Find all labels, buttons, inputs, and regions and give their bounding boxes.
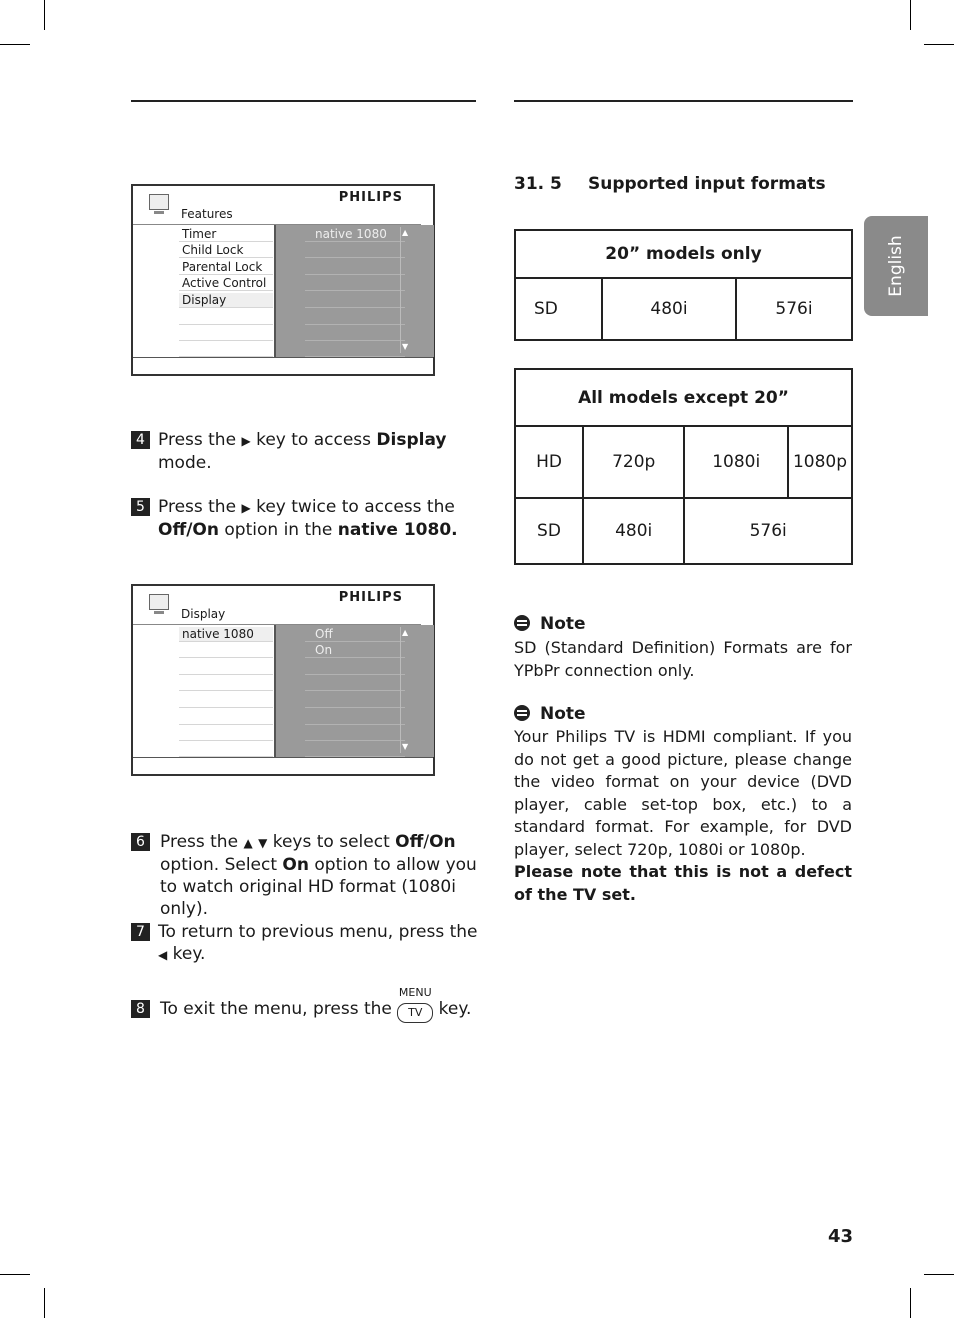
crop-mark	[44, 1288, 45, 1318]
tv-key-label: TV	[408, 1006, 423, 1019]
right-arrow-icon: ▶	[241, 434, 251, 448]
menu-item-empty	[179, 342, 273, 357]
menu-item-child-lock[interactable]: Child Lock	[179, 243, 273, 258]
menu-option-empty	[305, 276, 405, 291]
menu-item-empty	[179, 660, 273, 675]
menu-item-timer[interactable]: Timer	[179, 227, 273, 242]
crop-mark	[910, 0, 911, 30]
menu-option-empty	[305, 260, 405, 275]
step-text: Press the ▶ key to access Display mode.	[158, 430, 447, 473]
step-text: To return to previous menu, press the ◀ key.	[158, 922, 478, 964]
menu-item-parental-lock[interactable]: Parental Lock	[179, 260, 273, 275]
menu-option-empty	[305, 326, 405, 341]
up-arrow-icon: ▲	[243, 836, 253, 850]
tv-icon	[149, 194, 169, 210]
menu-title: Features	[181, 207, 233, 221]
table-cell: 1080p	[788, 426, 852, 498]
note-icon	[514, 615, 530, 631]
language-tab	[864, 216, 928, 316]
table-cell: 480i	[583, 498, 684, 564]
menu-option-empty	[305, 676, 405, 691]
table-cell: 1080i	[684, 426, 788, 498]
step-number: 7	[131, 923, 150, 941]
menu-option-empty	[305, 693, 405, 708]
table-cell: SD	[515, 498, 583, 564]
menu-option-off[interactable]: Off	[305, 627, 405, 642]
menu-option-on[interactable]: On	[305, 643, 405, 658]
philips-logo: PHILIPS	[338, 190, 403, 205]
right-arrow-icon: ▶	[241, 501, 251, 515]
menu-option-empty	[305, 660, 405, 675]
note-heading: Note	[514, 614, 586, 634]
scroll-up-icon[interactable]: ▲	[402, 228, 409, 237]
table-cell: 720p	[583, 426, 684, 498]
crop-mark	[44, 0, 45, 30]
note-heading: Note	[514, 704, 586, 724]
menu-item-empty	[179, 726, 273, 741]
section-title: Supported input formats	[588, 174, 826, 194]
menu-option-empty	[305, 293, 405, 308]
table-cell: HD	[515, 426, 583, 498]
table-cell: SD	[515, 278, 602, 340]
crop-mark	[910, 1288, 911, 1318]
menu-item-empty	[179, 710, 273, 725]
menu-tv-key-icon	[397, 986, 433, 1023]
osd-menu-features	[131, 184, 435, 376]
menu-bottom-line	[133, 757, 433, 758]
table-header: All models except 20”	[515, 369, 852, 426]
menu-key-label: MENU	[398, 986, 432, 999]
philips-logo: PHILIPS	[338, 590, 403, 605]
table-cell: 480i	[602, 278, 736, 340]
menu-option-empty	[305, 243, 405, 258]
crop-mark	[924, 1274, 954, 1275]
menu-item-empty	[179, 643, 273, 658]
formats-table-other-models	[514, 368, 853, 565]
menu-item-display[interactable]: Display	[179, 293, 273, 308]
menu-item-empty	[179, 326, 273, 341]
tv-icon	[149, 594, 169, 610]
formats-table-20-inch	[514, 229, 853, 341]
menu-title: Display	[181, 607, 226, 621]
step-number: 5	[131, 498, 150, 516]
menu-option-empty	[305, 726, 405, 741]
note-icon	[514, 705, 530, 721]
page-number: 43	[828, 1226, 854, 1247]
scroll-down-icon[interactable]: ▼	[402, 342, 409, 351]
note-text: SD (Standard Definition) Formats are for YPbPr connection only.	[514, 638, 852, 680]
menu-bottom-line	[133, 357, 433, 358]
header-rule-left	[131, 100, 476, 102]
menu-option-empty	[305, 742, 405, 757]
step-text: Press the ▲ ▼ keys to select Off/On option. Select On option to allow you to watch original HD format (1080i only).	[160, 832, 477, 919]
menu-left-pane	[133, 225, 276, 357]
menu-option-native-1080[interactable]: native 1080	[305, 227, 405, 242]
down-arrow-icon: ▼	[258, 836, 268, 850]
table-cell: 576i	[684, 498, 852, 564]
menu-option-empty	[305, 310, 405, 325]
section-number: 31. 5	[514, 174, 562, 194]
language-tab-label: English	[886, 235, 906, 297]
crop-mark	[924, 44, 954, 45]
step-number: 8	[131, 1000, 150, 1018]
menu-left-pane	[133, 625, 276, 757]
step-text: To exit the menu, press the MENU TV key.	[160, 998, 480, 1023]
crop-mark	[0, 1274, 30, 1275]
osd-menu-display	[131, 584, 435, 776]
menu-item-active-control[interactable]: Active Control	[179, 276, 273, 291]
menu-item-empty	[179, 310, 273, 325]
scroll-down-icon[interactable]: ▼	[402, 742, 409, 751]
table-header: 20” models only	[515, 230, 852, 278]
menu-option-empty	[305, 342, 405, 357]
note-text: Your Philips TV is HDMI compliant. If you do not get a good picture, please change the video format on your device (DVD player, cable set-top box, etc.) to a standard format. For example, for DVD player, select 720p, 1080i or 1080p. Please note that this is not a defect of the TV set.	[514, 727, 852, 904]
step-number: 4	[131, 431, 150, 449]
menu-scrollbar[interactable]	[400, 227, 413, 353]
step-text: Press the ▶ key twice to access the Off/On option in the native 1080.	[158, 497, 458, 540]
scroll-up-icon[interactable]: ▲	[402, 628, 409, 637]
menu-item-empty	[179, 693, 273, 708]
menu-scrollbar[interactable]	[400, 627, 413, 753]
step-number: 6	[131, 833, 150, 851]
header-rule-right	[514, 100, 853, 102]
table-cell: 576i	[736, 278, 852, 340]
menu-option-empty	[305, 710, 405, 725]
menu-item-empty	[179, 676, 273, 691]
menu-item-empty	[179, 742, 273, 757]
crop-mark	[0, 44, 30, 45]
menu-item-native-1080[interactable]: native 1080	[179, 627, 273, 642]
left-arrow-icon: ◀	[158, 948, 168, 962]
